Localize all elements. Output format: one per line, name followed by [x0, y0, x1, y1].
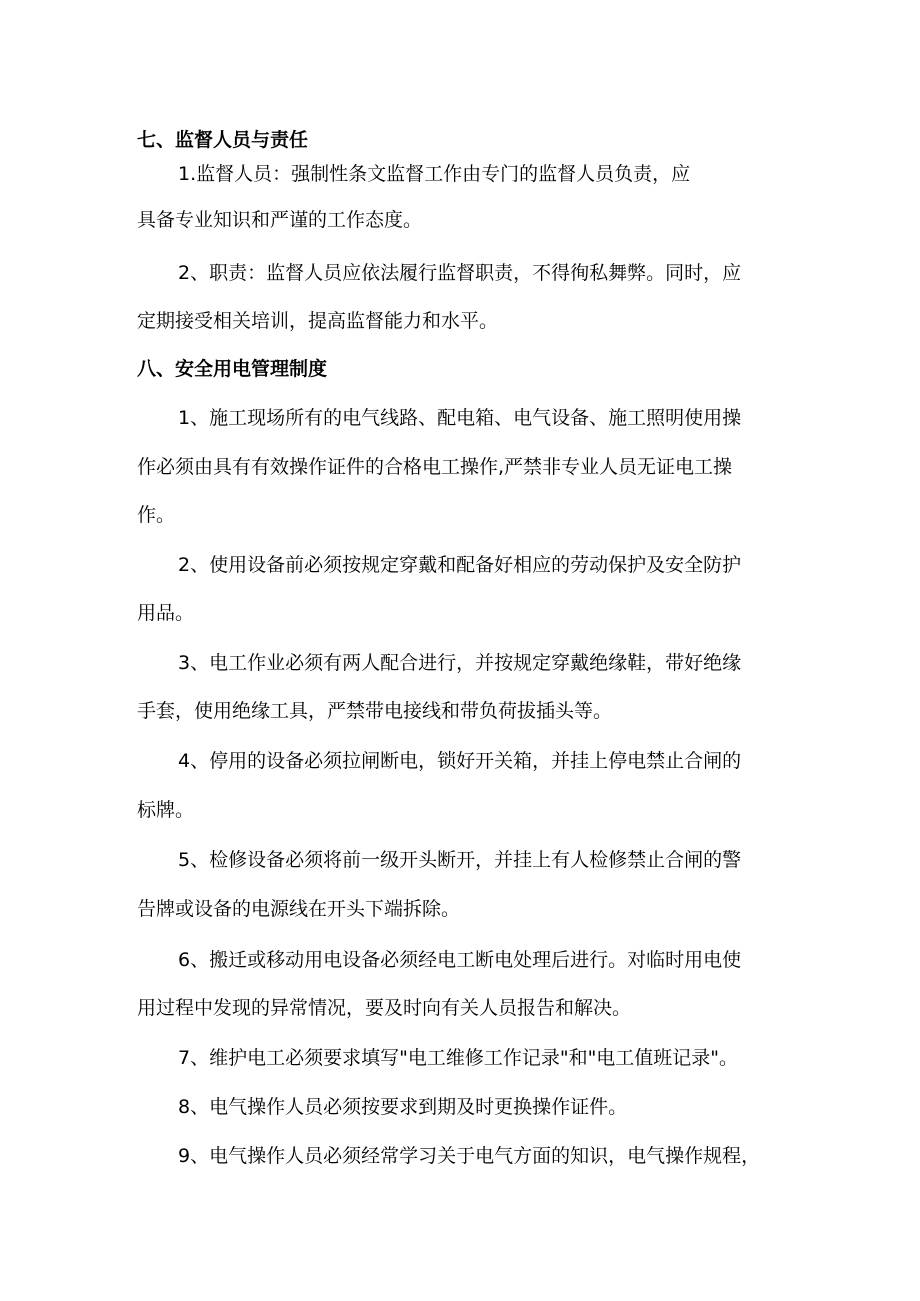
section-8-para-2-line-2: 用品。 [137, 602, 195, 624]
section-7-item-1-line-2: 具备专业知识和严谨的工作态度。 [137, 209, 423, 231]
section-7-item-1-line-1: 1.监督人员：强制性条文监督工作由专门的监督人员负责，应 [178, 163, 691, 185]
section-8-para-1-line-1: 1、施工现场所有的电气线路、配电箱、电气设备、施工照明使用操 [178, 407, 742, 429]
section-7-heading: 七、监督人员与责任 [137, 129, 309, 151]
section-8-para-9-line-1: 9、电气操作人员必须经常学习关于电气方面的知识，电气操作规程， [178, 1145, 761, 1167]
section-8-para-3-line-2: 手套，使用绝缘工具，严禁带电接线和带负荷拔插头等。 [137, 700, 613, 722]
section-8-para-4-line-2: 标牌。 [137, 799, 195, 821]
section-8-para-6-line-2: 用过程中发现的异常情况，要及时向有关人员报告和解决。 [137, 997, 632, 1019]
section-8-para-8-line-1: 8、电气操作人员必须按要求到期及时更换操作证件。 [178, 1096, 628, 1118]
section-8-para-5-line-1: 5、检修设备必须将前一级开头断开，并挂上有人检修禁止合闸的警 [178, 849, 742, 871]
section-8-para-1-line-3: 作。 [137, 504, 176, 526]
section-8-para-1-line-2: 作必须由具有有效操作证件的合格电工操作,严禁非专业人员无证电工操 [137, 456, 733, 478]
section-8-para-2-line-1: 2、使用设备前必须按规定穿戴和配备好相应的劳动保护及安全防护 [178, 554, 742, 576]
section-8-para-4-line-1: 4、停用的设备必须拉闸断电，锁好开关箱，并挂上停电禁止合闸的 [178, 750, 742, 772]
section-8-para-3-line-1: 3、电工作业必须有两人配合进行，并按规定穿戴绝缘鞋，带好绝缘 [178, 652, 742, 674]
section-7-item-2-line-2: 定期接受相关培训，提高监督能力和水平。 [137, 310, 499, 332]
section-8-para-5-line-2: 告牌或设备的电源线在开头下端拆除。 [137, 898, 461, 920]
section-7-item-2-line-1: 2、职责：监督人员应依法履行监督职责，不得徇私舞弊。同时，应 [178, 262, 742, 284]
section-8-para-6-line-1: 6、搬迁或移动用电设备必须经电工断电处理后进行。对临时用电使 [178, 949, 742, 971]
section-8-heading: 八、安全用电管理制度 [137, 358, 328, 380]
section-8-para-7-line-1: 7、维护电工必须要求填写"电工维修工作记录"和"电工值班记录"。 [178, 1047, 739, 1069]
